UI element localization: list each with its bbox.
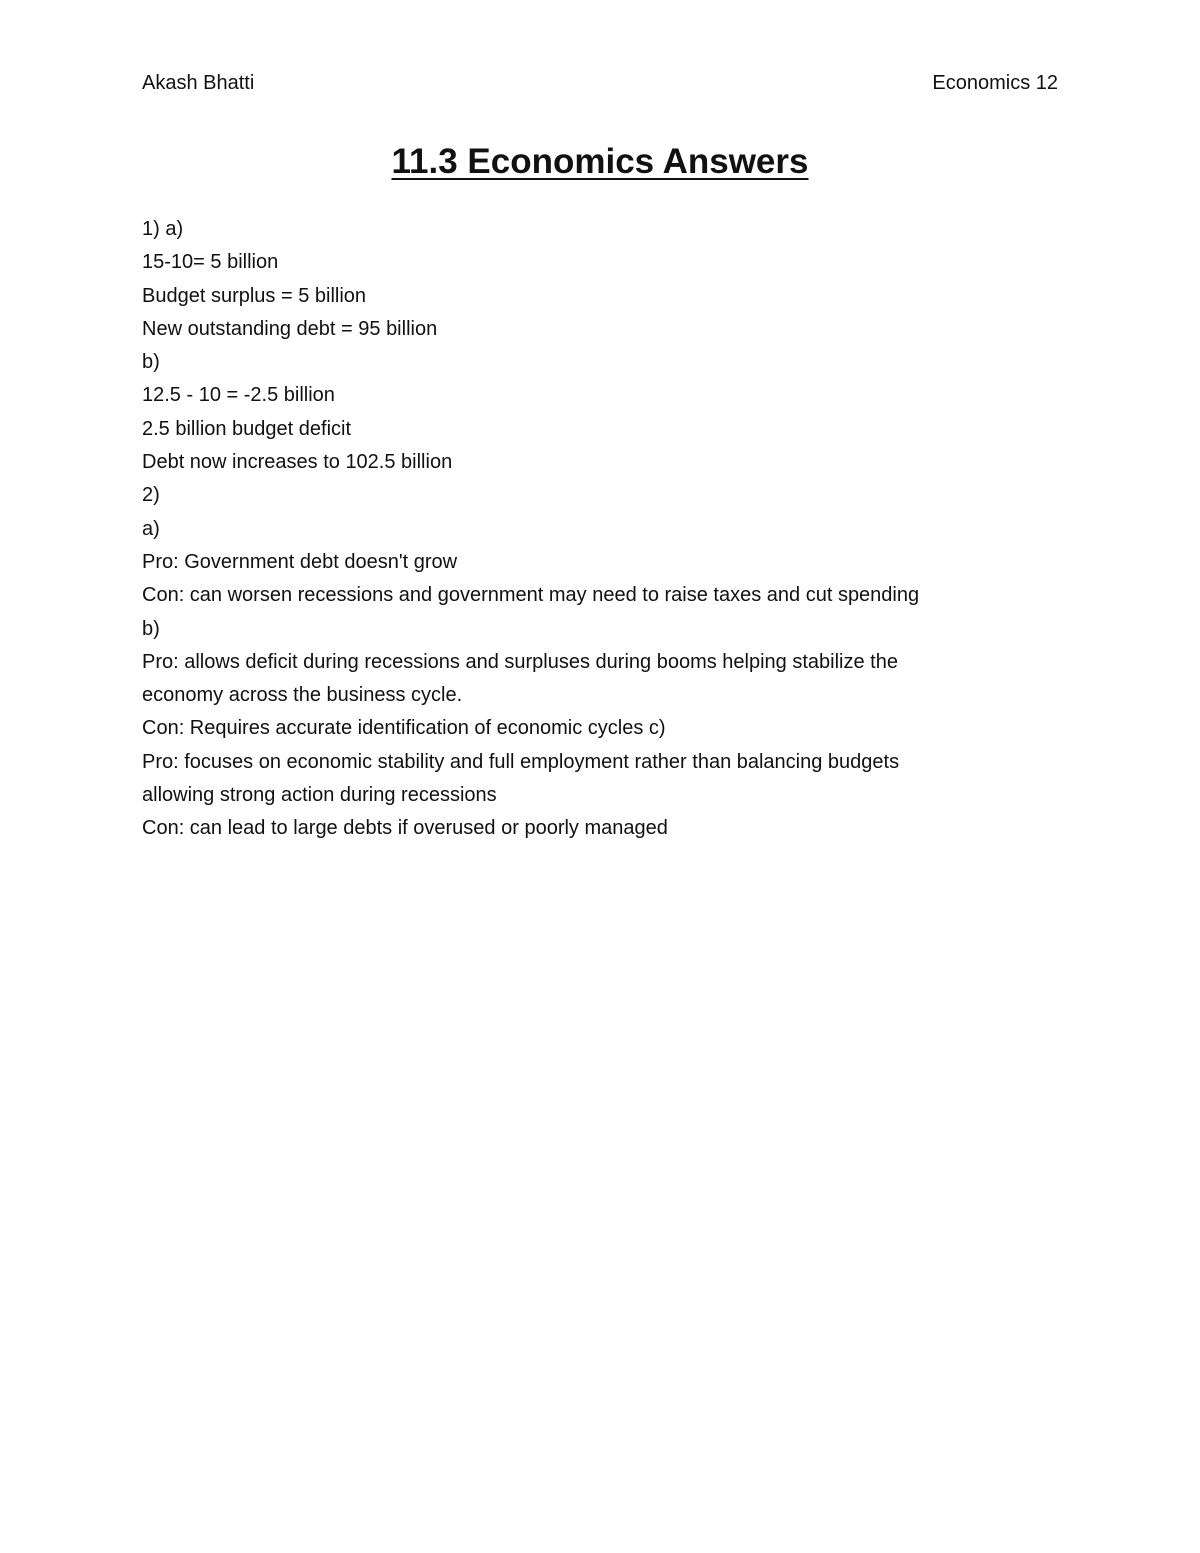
answer-line: Budget surplus = 5 billion [142,284,367,307]
answer-line: 2.5 billion budget deficit [142,417,352,440]
answer-line: b) [142,617,160,640]
answer-line: allowing strong action during recessions [142,784,497,807]
answer-line: Debt now increases to 102.5 billion [142,451,453,474]
answer-line: Pro: allows deficit during recessions and surpluses during booms helping stabilize the [142,650,898,673]
answer-line: b) [142,351,160,374]
answer-line: Con: can lead to large debts if overused or poorly managed [142,817,668,840]
answer-line: New outstanding debt = 95 billion [142,317,438,340]
answer-line: 15-10= 5 billion [142,251,279,274]
answer-line: Pro: focuses on economic stability and full employment rather than balancing budgets [142,750,900,773]
page-header [142,72,1058,100]
answer-line: Con: can worsen recessions and government may need to raise taxes and cut spending [142,584,920,607]
course-name: Economics 12 [932,72,1058,94]
answer-line: a) [142,517,160,540]
answer-line: Con: Requires accurate identification of economic cycles c) [142,717,666,740]
answer-line: 2) [142,484,160,507]
answer-lines [142,213,1042,846]
answer-line: economy across the business cycle. [142,684,463,707]
answer-line: Pro: Government debt doesn't grow [142,550,458,573]
page-title: 11.3 Economics Answers [391,142,809,181]
answer-line: 12.5 - 10 = -2.5 billion [142,384,335,407]
author-name: Akash Bhatti [142,72,255,94]
answer-line: 1) a) [142,218,184,240]
